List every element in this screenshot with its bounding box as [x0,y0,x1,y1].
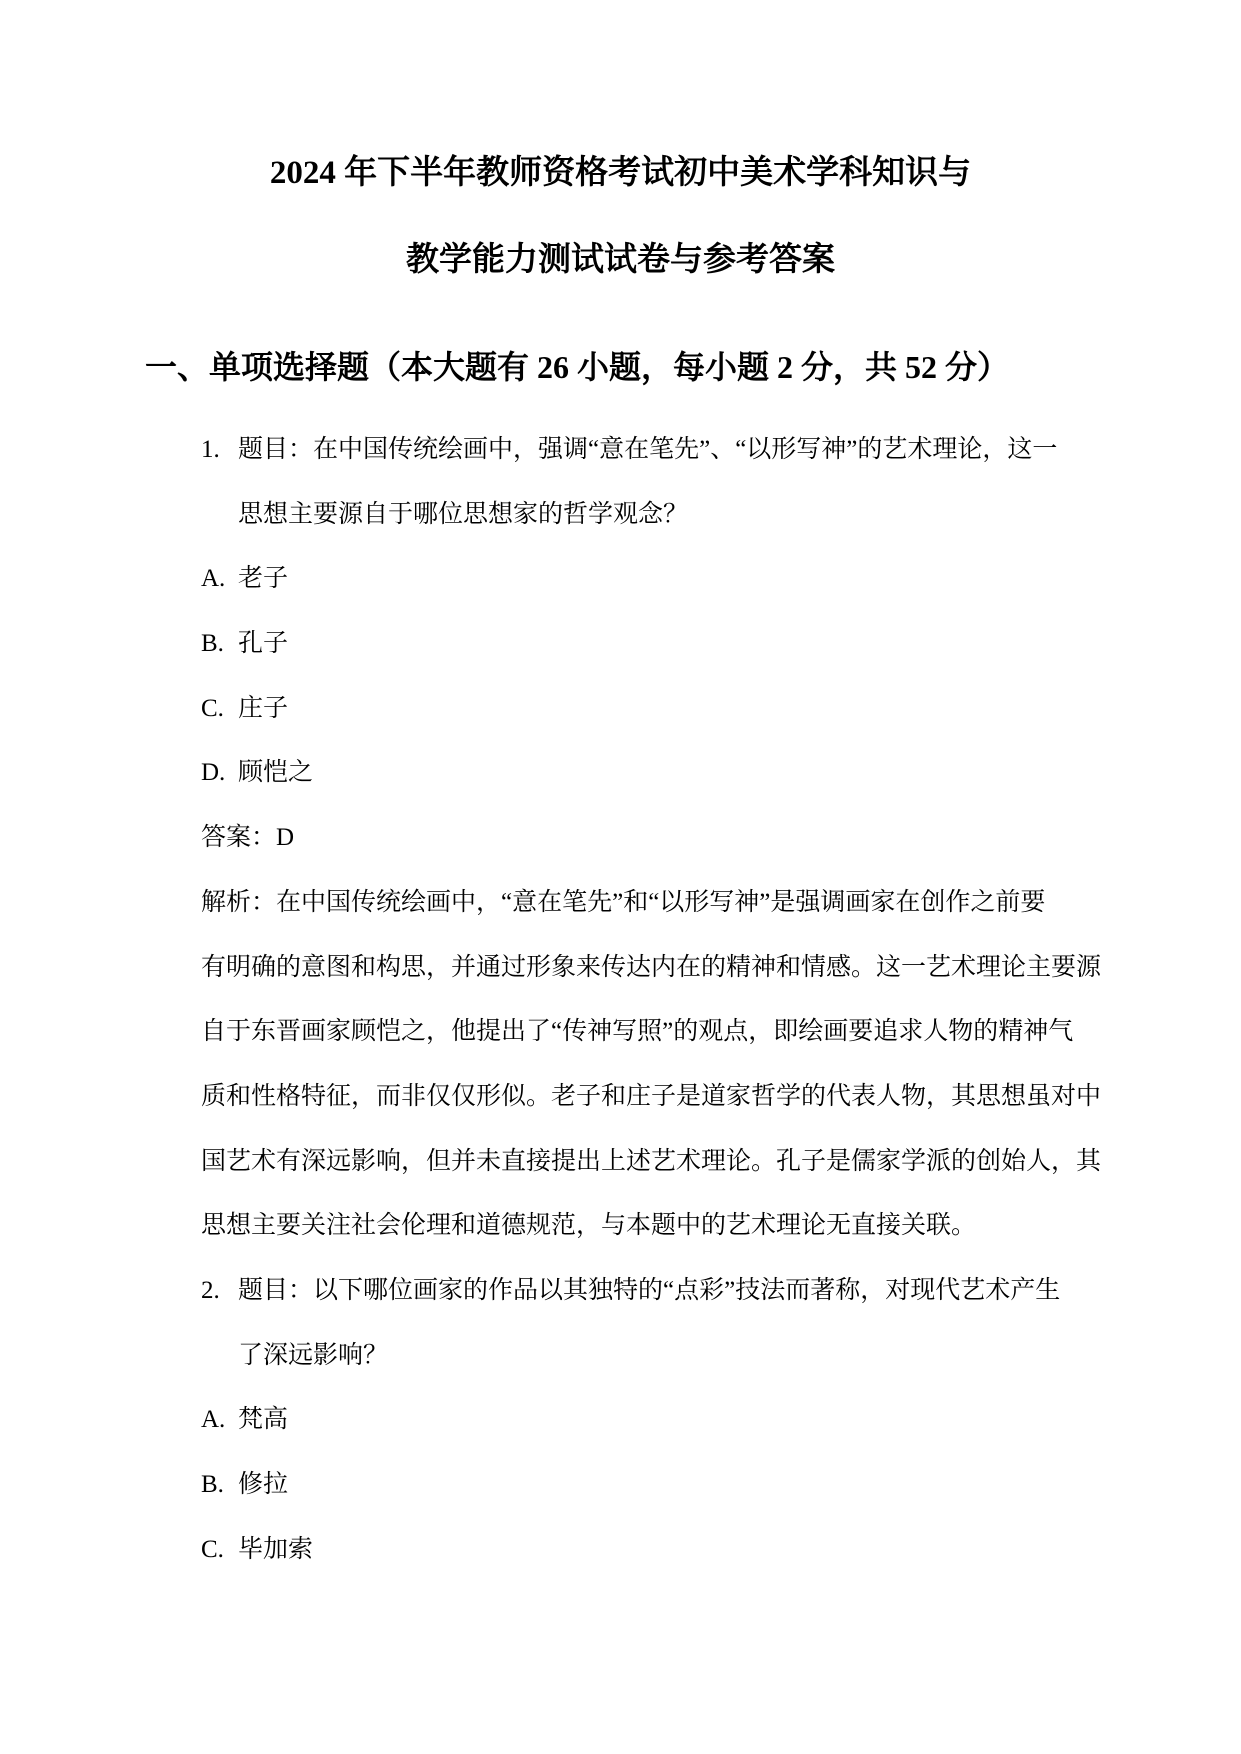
option-label: A. [201,565,226,593]
question-1-analysis-line-4: 质和性格特征，而非仅仅形似。老子和庄子是道家哲学的代表人物，其思想虽对中 [201,1082,1102,1110]
option-text: 老子 [238,565,289,593]
option-label: C. [201,694,224,722]
document-title-line-1: 2024 年下半年教师资格考试初中美术学科知识与 [269,155,972,191]
option-text: 毕加索 [238,1535,314,1563]
option-label: B. [201,1471,224,1498]
question-1-stem-line-1 [0,418,1241,483]
question-1-option-c [0,677,1241,742]
question-2-option-b [0,1453,1241,1518]
option-text: 修拉 [238,1471,289,1498]
answer-label: 答案： [201,824,277,852]
question-1-analysis-line-6: 思想主要关注社会伦理和道德规范，与本题中的艺术理论无直接关联。 [201,1212,977,1240]
question-1-stem-text-1: 题目：在中国传统绘画中，强调“意在笔先”、“以形写神”的艺术理论，这一 [238,436,1058,463]
option-label: D. [201,759,226,787]
option-text: 庄子 [238,694,289,722]
option-label: B. [201,630,224,658]
question-1-analysis-line-1: 解析：在中国传统绘画中，“意在笔先”和“以形写神”是强调画家在创作之前要 [201,888,1046,916]
question-1-number: 1. [201,436,220,463]
question-2-stem-text-1: 题目：以下哪位画家的作品以其独特的“点彩”技法而著称，对现代艺术产生 [238,1276,1061,1304]
question-1-analysis-line-2: 有明确的意图和构思，并通过形象来传达内在的精神和情感。这一艺术理论主要源 [201,953,1102,981]
question-2-option-c [0,1518,1241,1583]
document-body [0,418,1241,1582]
option-text: 顾恺之 [238,759,314,787]
question-2-number: 2. [201,1276,220,1304]
section-heading: 一、单项选择题（本大题有 26 小题，每小题 2 分，共 52 分） [145,349,1010,385]
answer-value: D [276,824,295,852]
question-1-analysis-line-3: 自于东晋画家顾恺之，他提出了“传神写照”的观点，即绘画要追求人物的精神气 [201,1018,1074,1046]
question-1-option-b [0,612,1241,677]
question-1-stem-line-2: 思想主要源自于哪位思想家的哲学观念？ [238,500,689,528]
document-title-line-2: 教学能力测试试卷与参考答案 [406,242,835,278]
option-text: 梵高 [238,1406,289,1434]
question-1-analysis-line-5: 国艺术有深远影响，但并未直接提出上述艺术理论。孔子是儒家学派的创始人，其 [201,1147,1102,1175]
question-1-option-d [0,741,1241,806]
question-1-answer-line [0,806,1241,871]
option-label: C. [201,1535,224,1563]
question-2-option-a [0,1388,1241,1453]
question-2-stem-line-1 [0,1259,1241,1324]
question-2-stem-line-2: 了深远影响？ [238,1341,389,1369]
question-1-option-a [0,547,1241,612]
option-text: 孔子 [238,630,289,658]
option-label: A. [201,1406,226,1434]
